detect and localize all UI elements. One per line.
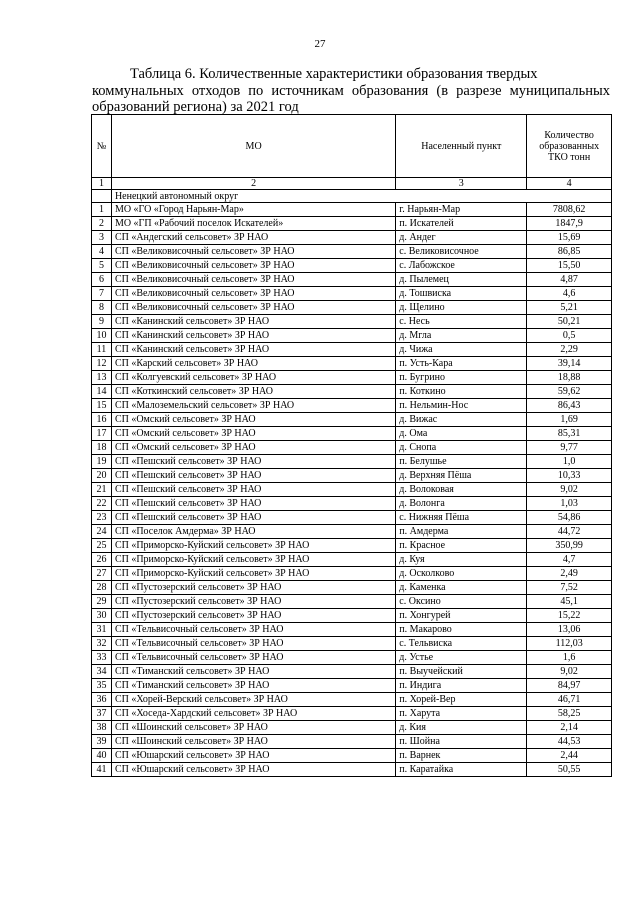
row-mo: СП «Тиманский сельсовет» ЗР НАО bbox=[111, 679, 395, 693]
row-settlement: п. Бугрино bbox=[396, 371, 527, 385]
header-tko-amount: Количество образованных ТКО тонн bbox=[527, 115, 612, 178]
header-mo: МО bbox=[111, 115, 395, 178]
row-tko-amount: 4,87 bbox=[527, 273, 612, 287]
row-settlement: д. Ома bbox=[396, 427, 527, 441]
row-mo: СП «Канинский сельсовет» ЗР НАО bbox=[111, 315, 395, 329]
table-row bbox=[92, 693, 612, 707]
header-settlement: Населенный пункт bbox=[396, 115, 527, 178]
row-settlement: д. Волонга bbox=[396, 497, 527, 511]
row-settlement: д. Андег bbox=[396, 231, 527, 245]
row-tko-amount: 13,06 bbox=[527, 623, 612, 637]
row-mo: СП «Пешский сельсовет» ЗР НАО bbox=[111, 483, 395, 497]
table-row bbox=[92, 679, 612, 693]
table-row bbox=[92, 315, 612, 329]
row-settlement: п. Искателей bbox=[396, 217, 527, 231]
table-row bbox=[92, 371, 612, 385]
row-number: 2 bbox=[92, 217, 112, 231]
row-number: 9 bbox=[92, 315, 112, 329]
row-mo: СП «Великовисочный сельсовет» ЗР НАО bbox=[111, 301, 395, 315]
row-settlement: п. Варнек bbox=[396, 749, 527, 763]
column-index-row bbox=[92, 178, 612, 190]
row-mo: СП «Шоинский сельсовет» ЗР НАО bbox=[111, 735, 395, 749]
region-spacer bbox=[92, 190, 112, 203]
row-mo: СП «Омский сельсовет» ЗР НАО bbox=[111, 441, 395, 455]
row-number: 29 bbox=[92, 595, 112, 609]
row-mo: СП «Малоземельский сельсовет» ЗР НАО bbox=[111, 399, 395, 413]
row-tko-amount: 2,14 bbox=[527, 721, 612, 735]
row-number: 12 bbox=[92, 357, 112, 371]
row-mo: СП «Шоинский сельсовет» ЗР НАО bbox=[111, 721, 395, 735]
column-index: 2 bbox=[111, 178, 395, 190]
row-tko-amount: 2,44 bbox=[527, 749, 612, 763]
table-row bbox=[92, 469, 612, 483]
table-row bbox=[92, 217, 612, 231]
row-mo: СП «Канинский сельсовет» ЗР НАО bbox=[111, 343, 395, 357]
row-tko-amount: 112,03 bbox=[527, 637, 612, 651]
row-number: 21 bbox=[92, 483, 112, 497]
row-number: 40 bbox=[92, 749, 112, 763]
table-row bbox=[92, 427, 612, 441]
table-row bbox=[92, 259, 612, 273]
row-tko-amount: 15,69 bbox=[527, 231, 612, 245]
row-tko-amount: 5,21 bbox=[527, 301, 612, 315]
row-mo: СП «Тельвисочный сельсовет» ЗР НАО bbox=[111, 651, 395, 665]
row-number: 3 bbox=[92, 231, 112, 245]
row-tko-amount: 86,85 bbox=[527, 245, 612, 259]
row-settlement: д. Каменка bbox=[396, 581, 527, 595]
row-tko-amount: 1,6 bbox=[527, 651, 612, 665]
row-tko-amount: 85,31 bbox=[527, 427, 612, 441]
caption-line-rest: коммунальных отходов по источникам образования (в разрезе муниципальных образований региона) за 2021 год bbox=[92, 82, 610, 115]
row-tko-amount: 15,50 bbox=[527, 259, 612, 273]
table-row bbox=[92, 287, 612, 301]
row-number: 23 bbox=[92, 511, 112, 525]
row-number: 15 bbox=[92, 399, 112, 413]
row-mo: СП «Омский сельсовет» ЗР НАО bbox=[111, 413, 395, 427]
row-mo: СП «Великовисочный сельсовет» ЗР НАО bbox=[111, 259, 395, 273]
row-number: 33 bbox=[92, 651, 112, 665]
table-row bbox=[92, 749, 612, 763]
row-number: 22 bbox=[92, 497, 112, 511]
table-caption bbox=[92, 66, 610, 116]
row-number: 4 bbox=[92, 245, 112, 259]
row-number: 16 bbox=[92, 413, 112, 427]
row-tko-amount: 58,25 bbox=[527, 707, 612, 721]
row-mo: СП «Великовисочный сельсовет» ЗР НАО bbox=[111, 273, 395, 287]
row-tko-amount: 15,22 bbox=[527, 609, 612, 623]
row-number: 18 bbox=[92, 441, 112, 455]
table-row bbox=[92, 525, 612, 539]
column-index: 4 bbox=[527, 178, 612, 190]
row-tko-amount: 39,14 bbox=[527, 357, 612, 371]
row-settlement: п. Хонгурей bbox=[396, 609, 527, 623]
row-settlement: п. Харута bbox=[396, 707, 527, 721]
row-settlement: п. Нельмин-Нос bbox=[396, 399, 527, 413]
row-tko-amount: 54,86 bbox=[527, 511, 612, 525]
table-row bbox=[92, 245, 612, 259]
table-row bbox=[92, 273, 612, 287]
row-mo: СП «Хоседа-Хардский сельсовет» ЗР НАО bbox=[111, 707, 395, 721]
row-number: 8 bbox=[92, 301, 112, 315]
row-mo: СП «Тиманский сельсовет» ЗР НАО bbox=[111, 665, 395, 679]
row-mo: СП «Тельвисочный сельсовет» ЗР НАО bbox=[111, 637, 395, 651]
row-tko-amount: 86,43 bbox=[527, 399, 612, 413]
row-number: 26 bbox=[92, 553, 112, 567]
row-number: 35 bbox=[92, 679, 112, 693]
column-index: 3 bbox=[396, 178, 527, 190]
row-mo: СП «Колгуевский сельсовет» ЗР НАО bbox=[111, 371, 395, 385]
table-row bbox=[92, 763, 612, 777]
table-row bbox=[92, 441, 612, 455]
row-tko-amount: 2,29 bbox=[527, 343, 612, 357]
table-row bbox=[92, 329, 612, 343]
row-number: 7 bbox=[92, 287, 112, 301]
row-settlement: д. Чижа bbox=[396, 343, 527, 357]
table-row bbox=[92, 483, 612, 497]
row-settlement: д. Тошвиска bbox=[396, 287, 527, 301]
row-mo: СП «Приморско-Куйский сельсовет» ЗР НАО bbox=[111, 553, 395, 567]
row-tko-amount: 4,6 bbox=[527, 287, 612, 301]
table-row bbox=[92, 343, 612, 357]
row-tko-amount: 1,69 bbox=[527, 413, 612, 427]
row-mo: СП «Приморско-Куйский сельсовет» ЗР НАО bbox=[111, 567, 395, 581]
table-row bbox=[92, 595, 612, 609]
row-settlement: г. Нарьян-Мар bbox=[396, 203, 527, 217]
row-number: 6 bbox=[92, 273, 112, 287]
tko-table bbox=[91, 114, 612, 777]
table-row bbox=[92, 707, 612, 721]
row-settlement: д. Куя bbox=[396, 553, 527, 567]
row-number: 34 bbox=[92, 665, 112, 679]
row-settlement: д. Пылемец bbox=[396, 273, 527, 287]
row-number: 31 bbox=[92, 623, 112, 637]
row-settlement: д. Вижас bbox=[396, 413, 527, 427]
row-mo: СП «Омский сельсовет» ЗР НАО bbox=[111, 427, 395, 441]
page-number: 27 bbox=[314, 38, 326, 50]
row-number: 5 bbox=[92, 259, 112, 273]
row-number: 20 bbox=[92, 469, 112, 483]
row-settlement: п. Выучейский bbox=[396, 665, 527, 679]
row-number: 14 bbox=[92, 385, 112, 399]
row-number: 17 bbox=[92, 427, 112, 441]
row-tko-amount: 1,0 bbox=[527, 455, 612, 469]
row-settlement: п. Каратайка bbox=[396, 763, 527, 777]
row-settlement: п. Усть-Кара bbox=[396, 357, 527, 371]
table-row bbox=[92, 399, 612, 413]
row-number: 37 bbox=[92, 707, 112, 721]
region-row bbox=[92, 190, 612, 203]
row-settlement: д. Волоковая bbox=[396, 483, 527, 497]
row-settlement: п. Хорей-Вер bbox=[396, 693, 527, 707]
row-tko-amount: 9,02 bbox=[527, 665, 612, 679]
row-settlement: с. Нижняя Пёша bbox=[396, 511, 527, 525]
row-mo: СП «Пешский сельсовет» ЗР НАО bbox=[111, 511, 395, 525]
row-number: 38 bbox=[92, 721, 112, 735]
table-row bbox=[92, 357, 612, 371]
row-tko-amount: 45,1 bbox=[527, 595, 612, 609]
table-row bbox=[92, 385, 612, 399]
row-number: 27 bbox=[92, 567, 112, 581]
row-settlement: с. Оксино bbox=[396, 595, 527, 609]
row-mo: СП «Пешский сельсовет» ЗР НАО bbox=[111, 469, 395, 483]
row-number: 32 bbox=[92, 637, 112, 651]
table-row bbox=[92, 539, 612, 553]
row-tko-amount: 1,03 bbox=[527, 497, 612, 511]
row-mo: СП «Великовисочный сельсовет» ЗР НАО bbox=[111, 287, 395, 301]
row-tko-amount: 1847,9 bbox=[527, 217, 612, 231]
row-settlement: д. Устье bbox=[396, 651, 527, 665]
table-row bbox=[92, 203, 612, 217]
table-header-row bbox=[92, 115, 612, 178]
region-name: Ненецкий автономный округ bbox=[111, 190, 611, 203]
table-row bbox=[92, 637, 612, 651]
row-tko-amount: 9,02 bbox=[527, 483, 612, 497]
row-number: 1 bbox=[92, 203, 112, 217]
row-tko-amount: 50,21 bbox=[527, 315, 612, 329]
row-mo: СП «Хорей-Верский сельсовет» ЗР НАО bbox=[111, 693, 395, 707]
row-settlement: п. Амдерма bbox=[396, 525, 527, 539]
row-mo: СП «Поселок Амдерма» ЗР НАО bbox=[111, 525, 395, 539]
row-number: 39 bbox=[92, 735, 112, 749]
row-settlement: п. Макарово bbox=[396, 623, 527, 637]
row-tko-amount: 44,72 bbox=[527, 525, 612, 539]
row-number: 25 bbox=[92, 539, 112, 553]
table-row bbox=[92, 651, 612, 665]
caption-line-1: Таблица 6. Количественные характеристики образования твердых bbox=[130, 66, 538, 82]
table-row bbox=[92, 609, 612, 623]
table-row bbox=[92, 721, 612, 735]
table-row bbox=[92, 623, 612, 637]
table-row bbox=[92, 413, 612, 427]
table-row bbox=[92, 567, 612, 581]
row-settlement: д. Снопа bbox=[396, 441, 527, 455]
row-tko-amount: 10,33 bbox=[527, 469, 612, 483]
row-mo: СП «Пустозерский сельсовет» ЗР НАО bbox=[111, 609, 395, 623]
row-tko-amount: 0,5 bbox=[527, 329, 612, 343]
row-mo: СП «Пешский сельсовет» ЗР НАО bbox=[111, 455, 395, 469]
row-settlement: д. Верхняя Пёша bbox=[396, 469, 527, 483]
row-settlement: п. Коткино bbox=[396, 385, 527, 399]
row-tko-amount: 4,7 bbox=[527, 553, 612, 567]
row-number: 11 bbox=[92, 343, 112, 357]
row-mo: СП «Приморско-Куйский сельсовет» ЗР НАО bbox=[111, 539, 395, 553]
table-row bbox=[92, 511, 612, 525]
row-mo: СП «Великовисочный сельсовет» ЗР НАО bbox=[111, 245, 395, 259]
row-settlement: с. Лабожское bbox=[396, 259, 527, 273]
table-row bbox=[92, 497, 612, 511]
table-row bbox=[92, 301, 612, 315]
row-number: 36 bbox=[92, 693, 112, 707]
row-tko-amount: 44,53 bbox=[527, 735, 612, 749]
row-mo: МО «ГП «Рабочий поселок Искателей» bbox=[111, 217, 395, 231]
row-number: 10 bbox=[92, 329, 112, 343]
row-mo: СП «Пустозерский сельсовет» ЗР НАО bbox=[111, 581, 395, 595]
row-tko-amount: 46,71 bbox=[527, 693, 612, 707]
header-number: № bbox=[92, 115, 112, 178]
row-settlement: д. Щелино bbox=[396, 301, 527, 315]
column-index: 1 bbox=[92, 178, 112, 190]
row-mo: СП «Юшарский сельсовет» ЗР НАО bbox=[111, 763, 395, 777]
row-settlement: п. Белушье bbox=[396, 455, 527, 469]
row-mo: СП «Юшарский сельсовет» ЗР НАО bbox=[111, 749, 395, 763]
table-row bbox=[92, 455, 612, 469]
row-settlement: д. Осколково bbox=[396, 567, 527, 581]
row-tko-amount: 7808,62 bbox=[527, 203, 612, 217]
row-settlement: д. Кия bbox=[396, 721, 527, 735]
row-settlement: д. Мгла bbox=[396, 329, 527, 343]
row-tko-amount: 59,62 bbox=[527, 385, 612, 399]
row-number: 41 bbox=[92, 763, 112, 777]
table-row bbox=[92, 735, 612, 749]
row-number: 28 bbox=[92, 581, 112, 595]
table-row bbox=[92, 581, 612, 595]
row-mo: СП «Андегский сельсовет» ЗР НАО bbox=[111, 231, 395, 245]
row-settlement: с. Несь bbox=[396, 315, 527, 329]
row-tko-amount: 350,99 bbox=[527, 539, 612, 553]
row-tko-amount: 84,97 bbox=[527, 679, 612, 693]
row-number: 30 bbox=[92, 609, 112, 623]
row-mo: СП «Пешский сельсовет» ЗР НАО bbox=[111, 497, 395, 511]
row-settlement: п. Красное bbox=[396, 539, 527, 553]
table-row bbox=[92, 553, 612, 567]
row-number: 24 bbox=[92, 525, 112, 539]
row-settlement: с. Тельвиска bbox=[396, 637, 527, 651]
table-row bbox=[92, 231, 612, 245]
row-mo: СП «Карский сельсовет» ЗР НАО bbox=[111, 357, 395, 371]
row-mo: СП «Пустозерский сельсовет» ЗР НАО bbox=[111, 595, 395, 609]
row-mo: МО «ГО «Город Нарьян-Мар» bbox=[111, 203, 395, 217]
row-mo: СП «Тельвисочный сельсовет» ЗР НАО bbox=[111, 623, 395, 637]
row-number: 19 bbox=[92, 455, 112, 469]
row-tko-amount: 50,55 bbox=[527, 763, 612, 777]
row-tko-amount: 18,88 bbox=[527, 371, 612, 385]
row-settlement: п. Шойна bbox=[396, 735, 527, 749]
row-tko-amount: 2,49 bbox=[527, 567, 612, 581]
row-tko-amount: 7,52 bbox=[527, 581, 612, 595]
row-mo: СП «Коткинский сельсовет» ЗР НАО bbox=[111, 385, 395, 399]
row-settlement: п. Индига bbox=[396, 679, 527, 693]
row-mo: СП «Канинский сельсовет» ЗР НАО bbox=[111, 329, 395, 343]
row-tko-amount: 9,77 bbox=[527, 441, 612, 455]
row-number: 13 bbox=[92, 371, 112, 385]
table-row bbox=[92, 665, 612, 679]
row-settlement: с. Великовисочное bbox=[396, 245, 527, 259]
